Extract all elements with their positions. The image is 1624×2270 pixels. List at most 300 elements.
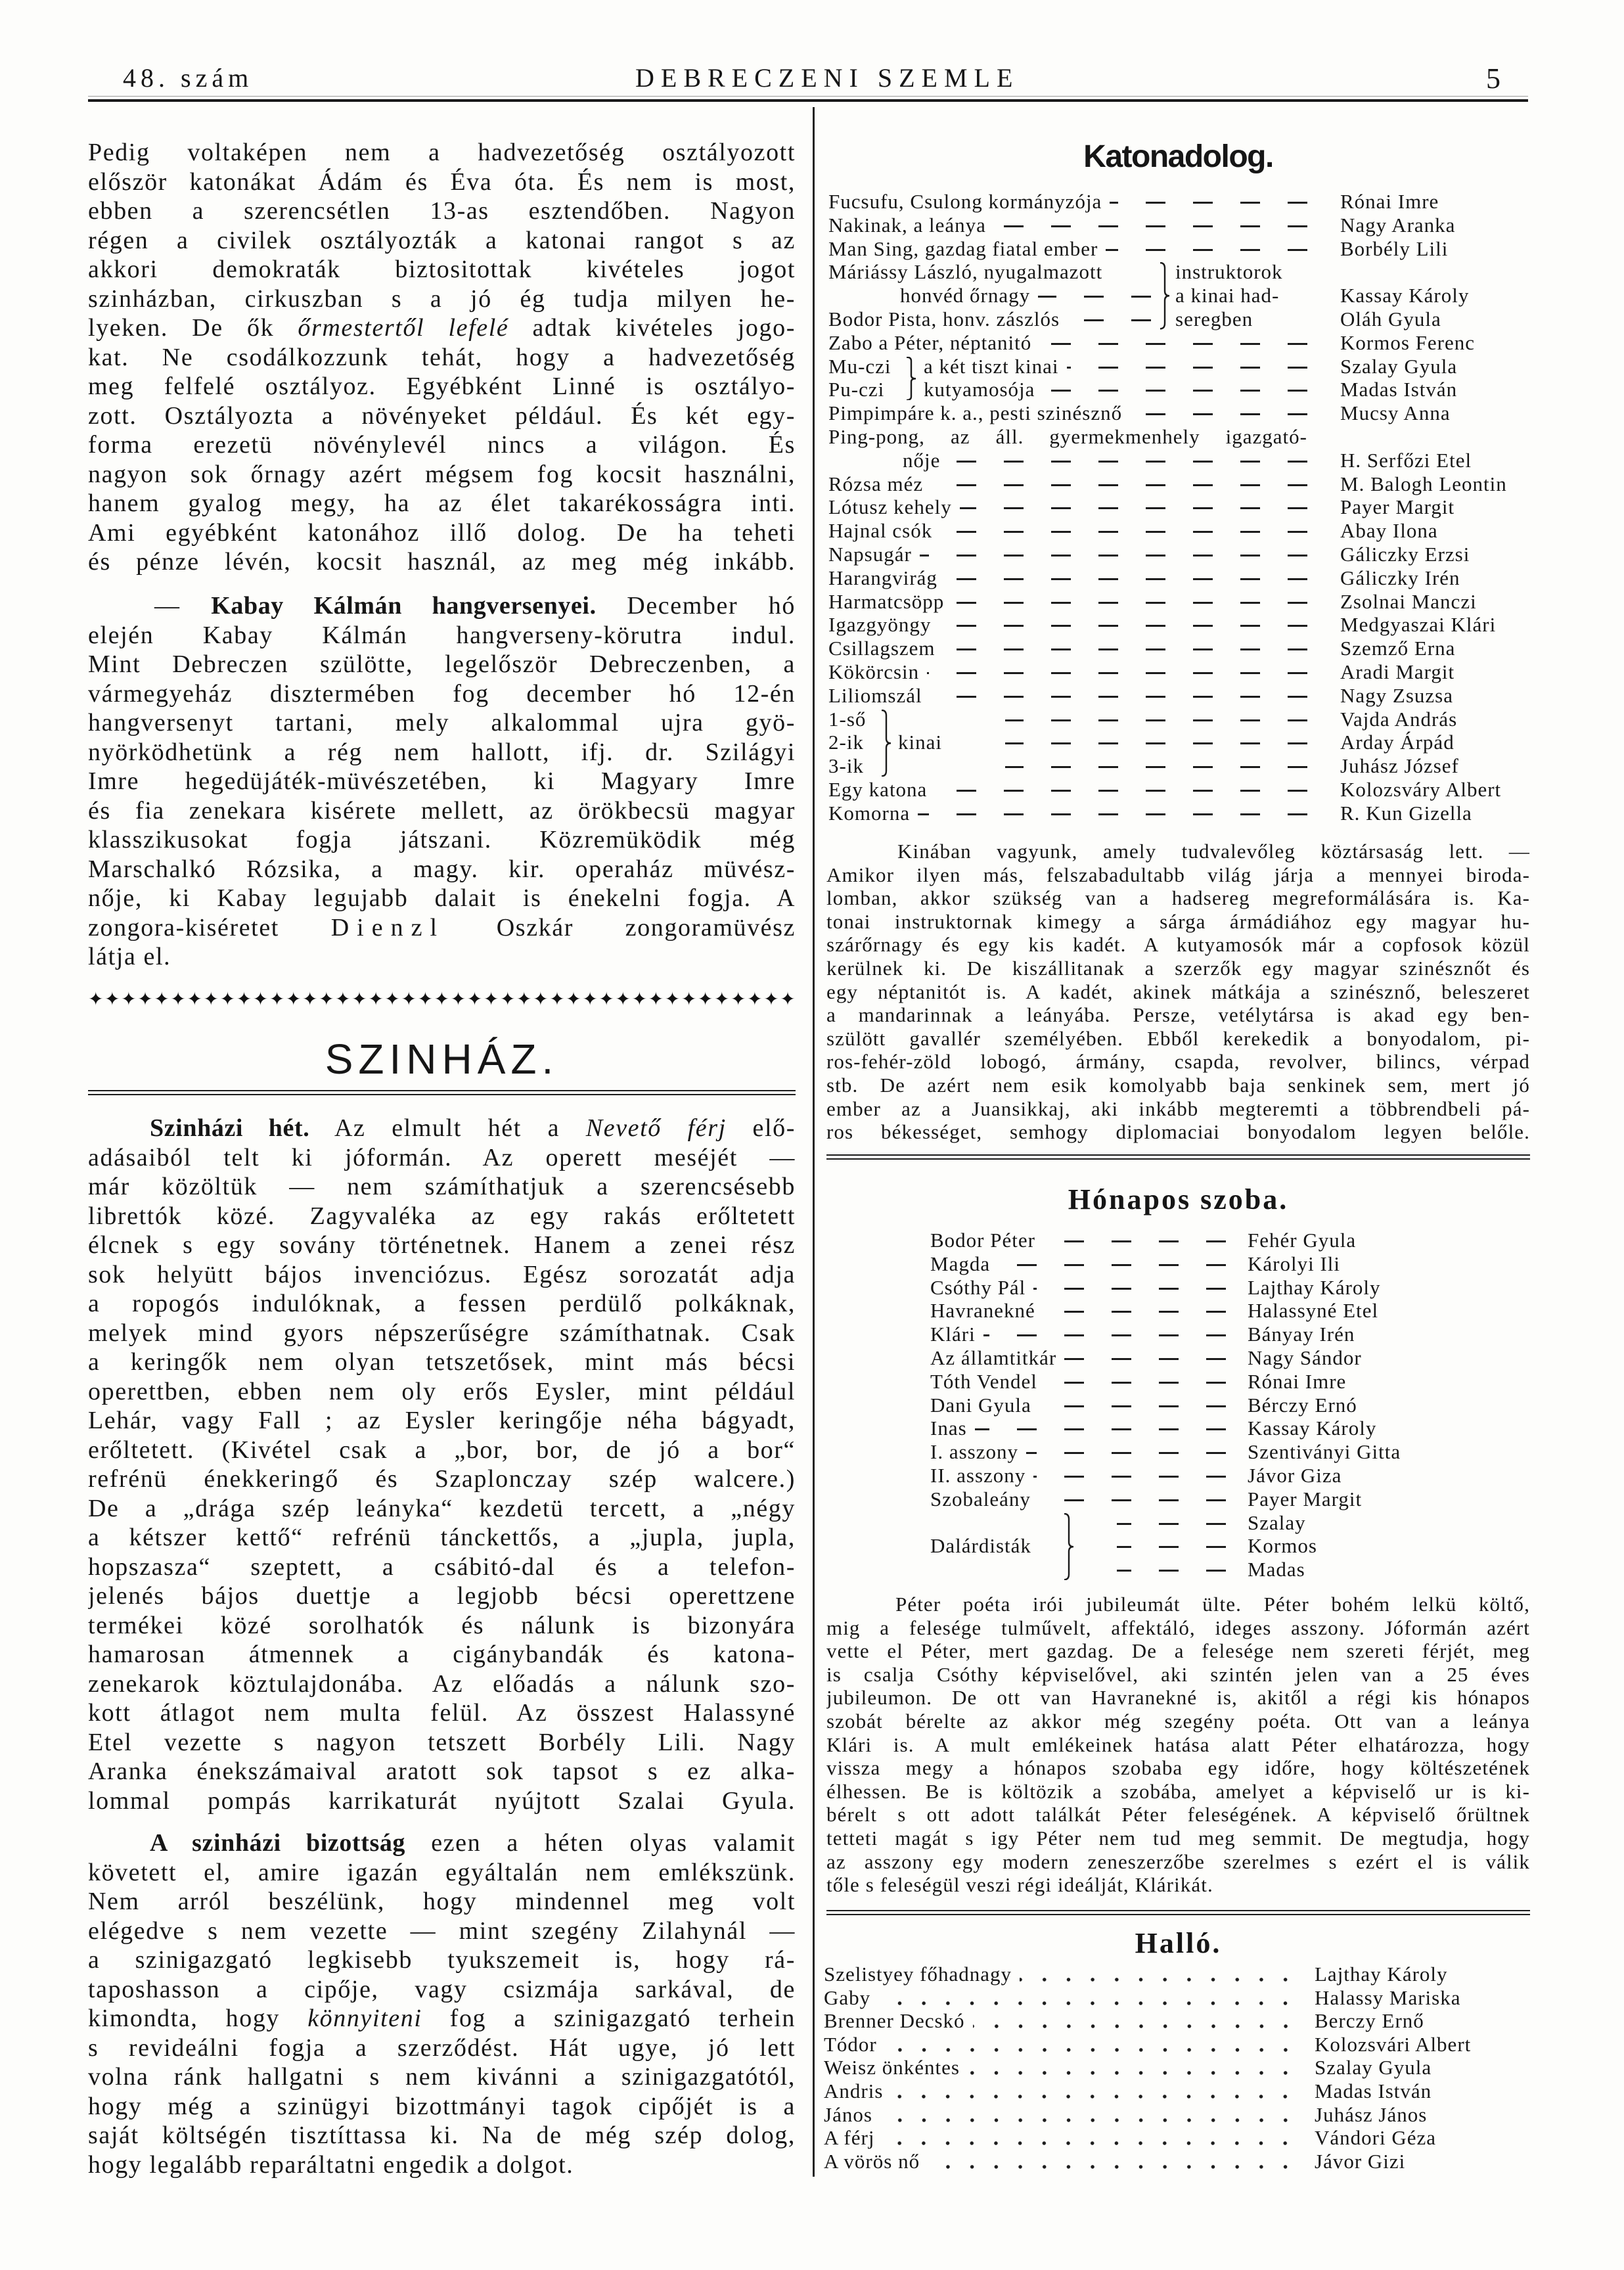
star-ornament-icon: ✦ [219,988,236,1010]
text-line: nyörködhetünk a rég nem hallott, ifj. dr. Szilágyi [88,738,796,766]
text-line: Klári is. A mult emlékeinek hatása alatt Péter elhatározza, hogy [826,1733,1530,1756]
actor-name: Halassy Mariska [1315,1986,1461,2009]
cast-row [828,331,1530,355]
role-name: Nakinak, a leánya [828,213,986,237]
text-line: tonai instruktornak kimegy a sárga ármádiához egy magyar hu- [826,909,1530,933]
cast-row [930,1252,1522,1276]
text-line: Amikor ilyen más, felszabadultabb világ járja a mennyei biroda- [826,863,1530,886]
role-name: A vörös nő [824,2149,920,2173]
cast-row [824,2033,1527,2056]
text-run: lyeken. De ők [88,314,298,342]
dash-leader [994,214,1307,237]
star-ornament-icon: ✦ [731,988,746,1010]
italic-run: Nevető férj [585,1114,727,1142]
role-cell [903,449,1307,472]
role-name: Harmatcsöpp [828,589,945,613]
actor-name: Oláh Gyula [1340,307,1441,330]
cast-row [930,1276,1522,1300]
role-cell [828,802,1307,825]
cast-row [828,566,1530,590]
role-name: Szobaleány [930,1487,1031,1510]
actor-name: Jávor Gizi [1315,2149,1406,2173]
text-line: Marschalkó Rózsika, a magy. kir. operaház müvész- [88,855,796,883]
text-line: már közöltük — nem számíthatjuk a szerencsésebb [88,1173,796,1200]
cast-row [930,1511,1522,1535]
text-run: — [154,592,212,620]
text-line: Kinában vagyunk, amely tudvalevőleg köztársaság lett. — [897,840,1530,863]
text-line: erőltetett. (Kivétel csak a „bor, bor, de jó a bor“ [88,1436,796,1464]
role-name: Máriássy László, nyugalmazott [828,260,1103,284]
cast-row [828,355,1530,378]
text-line: bérelt s ott adott találkát Péter feleségének. A képviselő őrültnek [826,1803,1530,1827]
actor-name: Abay Ilona [1340,519,1438,543]
star-ornament-icon: ✦ [121,988,137,1010]
dash-leader [939,613,1307,637]
brace-glyph [1062,1513,1075,1580]
text-line: De a „drága szép leányka“ kezdetü tercett, a „négy [88,1494,796,1522]
role-cell [924,378,1307,401]
actor-name: Vajda András [1340,707,1458,731]
star-ornament-icon: ✦ [566,988,581,1010]
actor-name: Kolozsvári Albert [1315,2032,1472,2056]
star-ornament-icon: ✦ [450,988,466,1010]
role-cell [828,307,1151,331]
role-name: Tóth Vendel [930,1369,1037,1393]
star-ornament-icon: ✦ [483,988,499,1010]
text-line: forma erezetü növénylevél nincs a világon. És [88,431,796,459]
role-cell [828,637,1307,660]
italic-run: őrmestertől lefelé [298,314,509,342]
role-name: János [824,2102,872,2126]
text-line: librettók közé. Zagyvaléka az egy rakás erőltetett [88,1202,796,1230]
role-cell [828,190,1307,214]
text-line: elején Kabay Kálmán hangverseny-körutra indul. [88,621,796,649]
actor-name: Kassay Károly [1248,1417,1377,1440]
text-line: adásaiból telt ki jóformán. Az operett meséjét — [88,1143,796,1171]
text-line: hanem gyalog megy, ha az élet takarékosságra inti. [88,489,796,517]
text-line: hogy legalább reparáltatni engedik a dolgot. [88,2150,574,2179]
star-ornament-icon: ✦ [747,988,763,1010]
brace-icon [880,710,893,777]
star-ornament-icon: ✦ [549,988,565,1010]
cast-row [828,543,1530,566]
leader-cell [1109,1534,1226,1558]
role-cell [930,1229,1226,1252]
star-ornament-icon: ✦ [319,988,334,1010]
star-ornament-icon: ✦ [351,988,367,1010]
star-ornament-icon: ✦ [269,988,285,1010]
dash-leader [1005,731,1307,754]
role-cell [828,425,1307,449]
dash-leader [931,472,1307,496]
role-name: Brenner Decskó [824,2009,965,2033]
cast-list-honapos-szoba [930,1229,1522,1581]
group-label: Dalárdisták [930,1534,1031,1558]
text-line: élcnek s egy sovány történetnek. Hanem a zenei rész [88,1231,796,1259]
cast-row [824,1986,1527,2010]
text-line: termékei közé sorolhatók és nálunk is bizonyára [88,1611,796,1639]
text-line: ember az a Juansikkaj, aki inkább megteremti a többrendbeli pá- [826,1097,1530,1120]
text-line [88,1114,796,1143]
star-ornament-icon: ✦ [236,988,252,1010]
text-line: Imre hegedüjáték-müvészetében, ki Magyary Imre [88,767,796,795]
text-run: fog a szinigazgató terhein [422,2005,796,2032]
brace-stroke [907,357,916,399]
star-ornament-icon: ✦ [533,988,549,1010]
star-ornament-icon: ✦ [780,988,796,1010]
star-ornament-icon: ✦ [499,988,516,1010]
text-line: egy néptanitót is. A kadét, akinek mátkája a szinésznő, beleszeret [826,980,1530,1003]
star-ornament-icon: ✦ [434,988,450,1010]
star-ornament-icon: ✦ [417,988,434,1010]
cast-row [828,237,1530,261]
role-name: Weisz önkéntes [824,2056,960,2079]
role-cell [930,1370,1226,1394]
text-line: az asszony egy modern zeneszerzőbe szerelmes s ezért el is válik [826,1850,1530,1873]
role-cell [930,1346,1226,1370]
role-cell [924,355,1307,378]
actor-name: Kormos Ferenc [1340,330,1475,354]
actor-name: H. Serfőzi Etel [1340,448,1472,472]
text-line: meg felfelé osztályoz. Egyébként Linné is osztályo- [88,373,796,400]
text-line: akkori demokraták biztositottak kivételes jogot [88,256,796,283]
bold-run: Kabay Kálmán hangversenyei. [211,592,597,620]
text-line: hangversenyt tartani, mely alkalommal ujra gyö- [88,709,796,737]
text-run: Oszkár zongoramüvész [445,913,796,942]
brace-stroke [882,710,891,776]
actor-name: Mucsy Anna [1340,401,1451,425]
text-line: szülött gavallér személyében. Ebből kerekedik a bonyodalom, pi- [826,1026,1530,1050]
star-ornament-icon: ✦ [713,988,730,1010]
text-line: szinházban, cirkuszban s a jó ég tudja milyen he- [88,284,796,313]
text-line: a szinigazgató legkisebb tyukszemeit is, hogy rá- [88,1946,796,1974]
dash-leader [1110,190,1307,214]
role-cell [828,778,1307,802]
actor-name: Juhász János [1315,2102,1428,2126]
dot-leader [1020,1963,1297,1986]
actor-name: Szalay [1248,1510,1306,1534]
text-run: elő- [726,1114,796,1142]
cast-row [828,590,1530,614]
dash-leader [1043,378,1307,401]
group-note: a kinai had- [1175,284,1280,307]
dot-leader [885,2033,1297,2056]
dash-leader [930,684,1307,708]
role-cell [930,1464,1226,1487]
actor-name: Lajthay Károly [1248,1275,1381,1299]
cast-row [828,449,1530,472]
actor-name: Bérczy Ernó [1248,1393,1357,1417]
cast-row [828,684,1530,708]
role-name: honvéd őrnagy [900,284,1031,307]
text-line: élhessen. Be is költözik a szobába, amelyet a képviselő ur is ki- [826,1779,1530,1803]
cast-row [828,214,1530,237]
dash-leader [1064,1346,1226,1370]
role-cell [824,2126,1297,2150]
text-line: követett el, amire igazán egyáltalán nem emlékszünk. [88,1858,796,1886]
role-name: Pu-czi [828,378,885,401]
star-ornament-icon: ✦ [763,988,779,1010]
star-ornament-icon: ✦ [302,988,318,1010]
text-line [88,2004,796,2033]
actor-name: M. Balogh Leontin [1340,472,1507,495]
text-line: volna ránk hallgatni s nem kivánni a szinigazgatótól, [88,2063,796,2091]
text-line: operettben, ebben nem oly erős Eysler, mint például [88,1377,796,1405]
role-name: Andris [824,2079,884,2102]
text-line: is csalja Csóthy képviselővel, aki szintén jelen van a 25 éves [826,1662,1530,1686]
text-line: klasszikusokat fogja játszani. Közremüködik még [88,826,796,853]
dash-leader [1067,355,1307,378]
cast-row [828,378,1530,401]
actor-name: Nagy Zsuzsa [1340,683,1453,707]
section-double-rule [88,1090,796,1095]
dot-leader [880,2103,1297,2127]
star-ornament-icon: ✦ [516,988,532,1010]
cast-row [824,2150,1527,2173]
role-name: Csóthy Pál [930,1275,1026,1299]
dash-leader [1005,708,1307,731]
text-line: vissza megy a hónapos szobaba egy időre, hogy költészetének [826,1756,1530,1780]
dash-leader [940,519,1307,543]
role-cell [900,284,1151,307]
star-ornament-icon: ✦ [697,988,713,1010]
text-run: ezen a héten olyas valamit [405,1829,796,1857]
star-ornament-icon: ✦ [104,988,120,1010]
star-ornament-icon: ✦ [187,988,202,1010]
text-line: a keringők nem olyan tetszetősek, mint más bécsi [88,1348,796,1376]
role-name: Rózsa méz [828,472,924,495]
actor-name: Gáliczky Irén [1340,566,1460,589]
star-ornament-icon: ✦ [137,988,153,1010]
cast-row [824,2103,1527,2127]
role-name: Ping-pong, az áll. gyermekmenhely igazgató- [828,424,1307,448]
role-name: I. asszony [930,1440,1018,1464]
actor-name: Kassay Károly [1340,284,1470,307]
actor-name: Szemző Erna [1340,637,1456,660]
dash-leader [1043,1299,1226,1323]
cast-row [930,1417,1522,1440]
star-ornament-icon: ✦ [582,988,598,1010]
dot-leader [928,2150,1297,2173]
actor-name: Rónai Imre [1248,1369,1347,1393]
text-line [88,313,796,343]
text-line: tőle s feleségül veszi régi ideálját, Klárikát. [826,1873,1213,1897]
text-run: Az elmult hét a [309,1114,586,1142]
dash-leader [1106,237,1307,261]
role-cell [828,472,1307,496]
cast-row [930,1346,1522,1370]
text-line: Etel vezette s nagyon tetszett Borbély Lili. Nagy [88,1728,796,1756]
play-title-honapos-szoba: Hónapos szoba. [1068,1183,1289,1215]
text-run: zongora-kiséretet [88,913,331,942]
role-name: Az államtitkár [930,1346,1057,1369]
role-cell [828,519,1307,543]
role-cell [930,1299,1226,1323]
role-cell [824,2079,1297,2103]
masthead-title: DEBRECZENI SZEMLE [635,63,1020,93]
ornament-divider [88,989,796,1009]
dash-leader [960,495,1307,519]
text-line: ros-fehér-zöld lobogó, ármány, csapda, revolver, bilincs, vérpad [826,1050,1530,1074]
text-line: ebben a szerencsétlen 13-as esztendőben. Nagyon [88,197,796,225]
actor-name: Lajthay Károly [1315,1963,1448,1986]
star-ornament-icon: ✦ [648,988,664,1010]
cast-row [824,2126,1527,2150]
role-cell [828,613,1307,637]
star-ornament-icon: ✦ [664,988,681,1010]
star-ornament-icon: ✦ [384,988,400,1010]
text-line [88,913,796,943]
text-line: kott átlagot nem multa felül. Az összest Halassyné [88,1699,796,1727]
text-line: vármegyeház disztermében fog december hó 12-én [88,679,796,708]
role-name: Inas [930,1417,967,1440]
dash-leader [1033,1464,1226,1487]
text-line: jubileumon. De ott van Havranekné is, akitől a régi kis hónapos [826,1686,1530,1710]
actor-name: Medgyaszai Klári [1340,613,1497,637]
review-honapos-szoba [826,1593,1530,1897]
text-line: tetteti magát s igy Péter nem tud meg semmit. De megtudja, hogy [826,1826,1530,1850]
actor-name: Kormos [1248,1534,1317,1558]
star-ornament-icon: ✦ [615,988,631,1010]
dot-leader [968,2056,1297,2079]
actor-name: Madas [1248,1558,1305,1581]
section-title-szinhaz: SZINHÁZ. [325,1035,559,1083]
role-cell [930,1323,1226,1346]
text-line: refrénü énekkeringő és Szaplonczay szép walcere.) [88,1465,796,1493]
dash-leader [1117,1534,1226,1558]
role-cell [828,590,1307,614]
star-ornament-icon: ✦ [285,988,302,1010]
cast-row [930,1534,1522,1558]
brace-stroke [1160,263,1169,329]
cast-row [828,425,1530,449]
role-cell [828,214,1307,237]
cast-row [930,1558,1522,1581]
actor-name: Szentiványi Gitta [1248,1440,1401,1464]
role-cell [828,401,1307,425]
dash-leader [1117,1558,1226,1581]
role-cell [828,331,1307,355]
role-description: a két tiszt kinai [924,354,1059,378]
role-name: nője [903,448,941,472]
text-line: jelenés bájos duettje a legjobb bécsi operettzene [88,1582,796,1610]
role-name: Egy katona [828,777,928,801]
star-ornament-icon: ✦ [203,988,219,1010]
actor-name: Fehér Gyula [1248,1229,1357,1252]
text-line: régen a civilek osztályozták a katonai rangot s az [88,226,796,254]
text-line [88,591,796,621]
text-line: saját költségén tisztíttassa ki. Na de még szép dolog, [88,2122,796,2149]
page-number: 5 [1486,62,1500,95]
actor-name: Szalay Gyula [1340,354,1458,378]
role-cell [824,1963,1297,1986]
spaced-run: Dienzl [330,913,445,942]
brace-glyph [1158,262,1171,329]
text-line: látja el. [88,943,171,970]
actor-name: Szalay Gyula [1315,2056,1432,2079]
text-line [88,1828,796,1858]
dash-leader [1130,401,1307,425]
role-name: 1-ső [828,707,867,731]
text-line: kat. Ne csodálkozzunk tehát, hogy a hadvezetőség [88,343,796,371]
cast-row [824,2079,1527,2103]
section-double-rule [826,1154,1530,1160]
section-double-rule [826,1910,1530,1915]
leader-cell [997,754,1307,778]
dash-leader [1033,1276,1226,1300]
star-ornament-icon: ✦ [88,988,104,1010]
cast-row [828,778,1530,802]
actor-name: Juhász József [1340,754,1459,778]
cast-row [828,660,1530,684]
cast-row [930,1370,1522,1394]
actor-name: Vándori Géza [1315,2126,1436,2150]
dot-leader [973,2009,1297,2033]
dash-leader [1117,1511,1226,1535]
brace-glyph [905,357,918,401]
actor-name: Madas István [1315,2079,1432,2102]
text-run: December hó [596,592,796,620]
dash-leader [918,802,1307,825]
star-ornament-icon: ✦ [368,988,384,1010]
role-description: kutyamosója [924,378,1035,401]
actor-name: Aradi Margit [1340,660,1455,683]
text-line: Ami egyébként katonához illő dolog. De ha teheti [88,518,796,547]
cast-list-katonadolog [828,190,1530,825]
role-name: Magda [930,1252,991,1275]
actor-name: Berczy Ernő [1315,2009,1424,2033]
leader-cell [1109,1558,1226,1581]
star-ornament-icon: ✦ [401,988,417,1010]
news-item-kabay-concerts [88,591,796,972]
dot-leader [878,1986,1297,2010]
cast-row [930,1464,1522,1487]
text-line: Aranka énekszámaival aratott sok tapsot s ez alka- [88,1758,796,1785]
role-cell [930,1487,1226,1511]
role-cell [930,1440,1226,1464]
text-line: hogy még a szinügyi bizottmányi tagok cipőjét is a [88,2092,796,2120]
star-ornament-icon: ✦ [681,988,697,1010]
star-ornament-icon: ✦ [631,988,648,1010]
text-line: zenekarok köztulajdonába. Az előadás a nálunk szo- [88,1669,796,1698]
dash-leader [948,449,1307,472]
text-line: kerülnek ki. De kiszállitanak a szerzők egy magyar szinésznőt és [826,956,1530,980]
star-ornament-icon: ✦ [335,988,351,1010]
role-name: Szelistyey főhadnagy [824,1963,1012,1986]
role-cell [824,2009,1297,2033]
dash-leader [945,566,1307,590]
actor-name: Madas István [1340,378,1458,401]
bold-run: Szinházi hét. [150,1114,310,1142]
dash-leader [1043,1229,1226,1252]
star-ornament-icon: ✦ [252,988,269,1010]
bold-run: A szinházi bizottság [150,1829,406,1857]
role-name: Bodor Péter [930,1229,1035,1252]
dash-leader [1005,754,1307,778]
role-name: Liliomszál [828,683,922,707]
cast-row [828,260,1530,284]
text-line: sok helyütt bájos invenciózus. Egész sorozatát adja [88,1260,796,1288]
text-line: nagyon sok őrnagy azért mégsem fog kocsit használni, [88,460,796,488]
role-name: Hajnal csók [828,519,933,543]
actor-name: Zsolnai Manczi [1340,589,1477,613]
cast-row [930,1229,1522,1252]
role-cell [930,1252,1226,1276]
text-line: Mint Debreczen szülötte, legelőször Debreczenben, a [88,650,796,678]
group-note: seregben [1175,307,1253,330]
dash-leader [943,637,1307,660]
role-name: Klári [930,1323,976,1346]
